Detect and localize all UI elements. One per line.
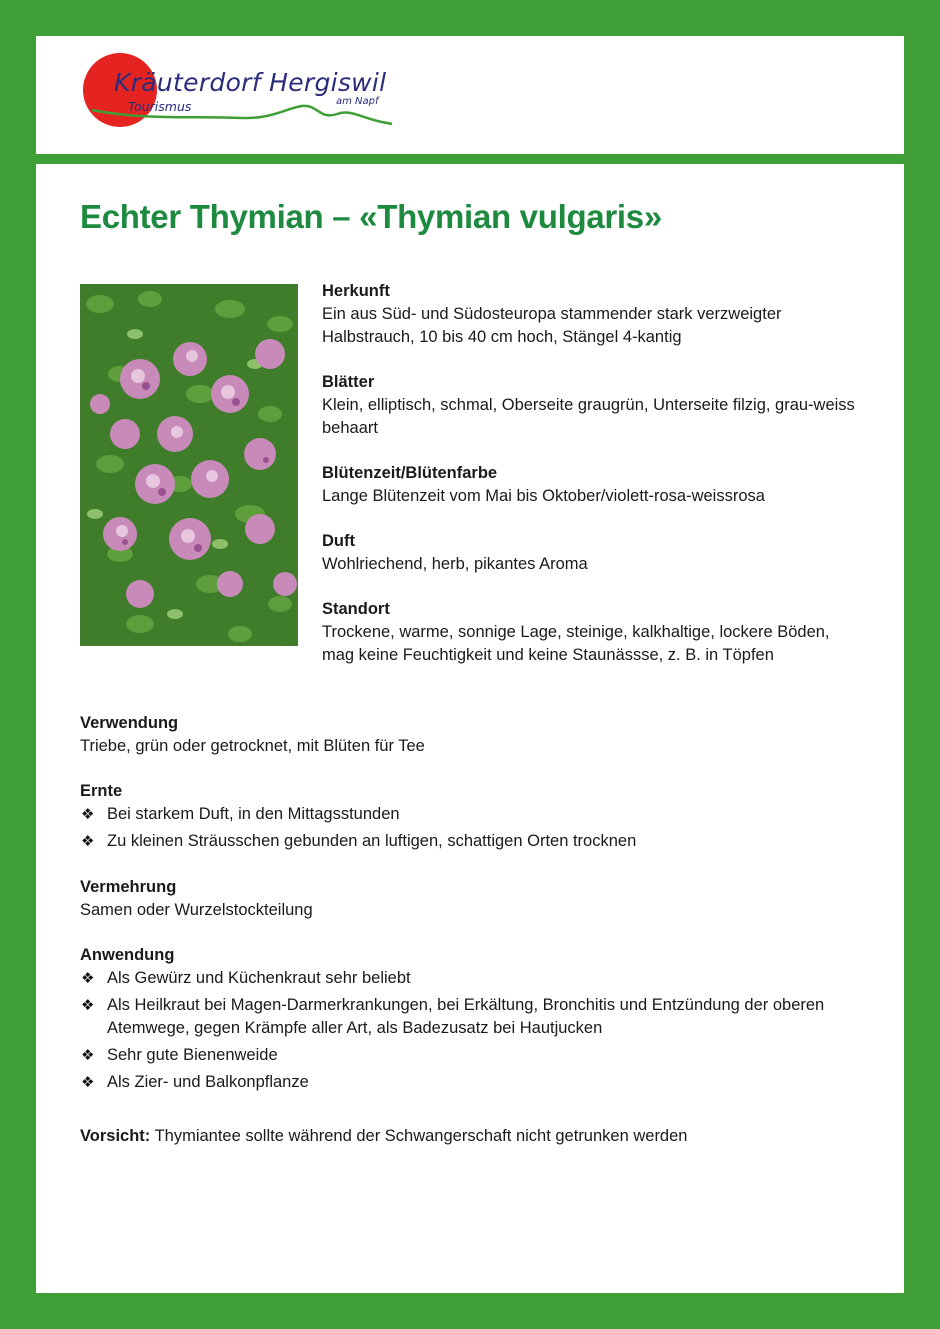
section-anwendung [80, 944, 860, 1098]
bullet-icon: ❖ [81, 1074, 95, 1091]
content-panel [36, 164, 904, 1293]
section-ernte [80, 780, 860, 857]
section-body: Samen oder Wurzelstockteilung [80, 901, 313, 919]
section-title: Duft [322, 532, 355, 550]
logo-name: Kräuterdorf Hergiswil [114, 68, 387, 97]
section-title: Vermehrung [80, 878, 177, 896]
bullet-icon: ❖ [81, 806, 95, 823]
section-body: Lange Blütenzeit vom Mai bis Oktober/violett-rosa-weissrosa [322, 487, 765, 505]
thyme-plant-photo-icon [80, 284, 298, 646]
bullet-icon: ❖ [81, 833, 95, 850]
plant-facts [322, 280, 862, 689]
section-body: Ein aus Süd- und Südosteuropa stammender stark verzweigter Halbstrauch, 10 bis 40 cm hoch, Stängel 4-kantig [322, 305, 782, 346]
ernte-list [80, 803, 860, 853]
section-vermehrung [80, 876, 860, 922]
list-item [80, 803, 860, 826]
section-duft [322, 530, 862, 576]
list-item-text: Sehr gute Bienenweide [107, 1046, 278, 1064]
section-herkunft [322, 280, 862, 349]
header-panel [36, 36, 904, 154]
logo-subtitle: Tourismus [128, 99, 192, 114]
section-verwendung [80, 712, 860, 758]
list-item-text: Bei starkem Duft, in den Mittagsstunden [107, 805, 400, 823]
caution-label: Vorsicht: [80, 1127, 151, 1145]
list-item-text: Als Zier- und Balkonpflanze [107, 1073, 309, 1091]
list-item [80, 1044, 860, 1067]
section-body: Triebe, grün oder getrocknet, mit Blüten für Tee [80, 737, 425, 755]
section-title: Blütenzeit/Blütenfarbe [322, 464, 498, 482]
logo-tagline: am Napf [336, 96, 379, 107]
section-body: Wohlriechend, herb, pikantes Aroma [322, 555, 588, 573]
list-item-text: Zu kleinen Sträusschen gebunden an luftigen, schattigen Orten trocknen [107, 832, 637, 850]
section-title: Anwendung [80, 946, 175, 964]
section-title: Standort [322, 600, 390, 618]
list-item [80, 967, 860, 990]
list-item-text: Als Heilkraut bei Magen-Darmerkrankungen, bei Erkältung, Bronchitis und Entzündung der oberen Atemwege, gegen Krämpfe aller Art, als Badezusatz bei Hautjucken [107, 996, 825, 1037]
list-item-text: Als Gewürz und Küchenkraut sehr beliebt [107, 969, 411, 987]
list-item [80, 830, 860, 853]
anwendung-list [80, 967, 860, 1094]
bullet-icon: ❖ [81, 970, 95, 987]
section-title: Herkunft [322, 282, 390, 300]
section-body: Klein, elliptisch, schmal, Oberseite graugrün, Unterseite filzig, grau-weiss behaart [322, 396, 855, 437]
list-item [80, 1071, 860, 1094]
caution-notice [80, 1125, 687, 1148]
section-blaetter [322, 371, 862, 440]
page-title: Echter Thymian – «Thymian vulgaris» [80, 198, 662, 235]
section-title: Blätter [322, 373, 375, 391]
section-title: Ernte [80, 782, 123, 800]
section-title: Verwendung [80, 714, 179, 732]
bullet-icon: ❖ [81, 1047, 95, 1064]
logo [82, 48, 402, 144]
section-standort [322, 598, 862, 667]
section-body: Trockene, warme, sonnige Lage, steinige, kalkhaltige, lockere Böden, mag keine Feuchtigkeit und keine Staunässse, z. B. in Töpfen [322, 623, 830, 664]
caution-text: Thymiantee sollte während der Schwangerschaft nicht getrunken werden [150, 1127, 688, 1145]
section-bluetenzeit [322, 462, 862, 508]
bullet-icon: ❖ [81, 997, 95, 1014]
list-item [80, 994, 860, 1040]
